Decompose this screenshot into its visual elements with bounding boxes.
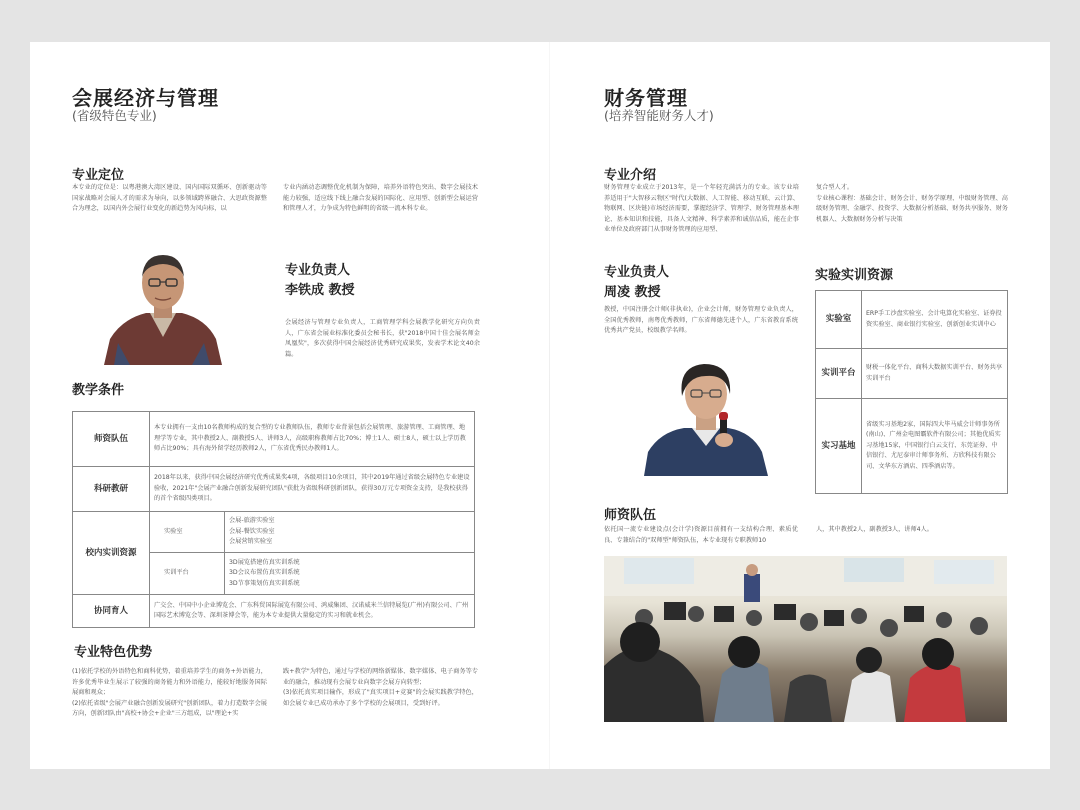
resource-text: 省级实习基地2家，国际四大毕马威会计师事务所(南山)、广州金电图霸软件有限公司；其他优质实习基地15家，中国银行白云支行、东莞证券、中信银行、尤尼泰审计师事务所、方欣科技有限公司、文华东方酒店、四季酒店等。 [862,399,1008,494]
lab-list [225,512,475,553]
brochure-spread [30,42,1050,769]
training-label: 校内实训资源 [73,512,150,595]
lab-sublabel: 实验室 [150,512,225,553]
table-row [73,467,475,512]
page-subtitle: (省级特色专业) [72,108,157,123]
resource-label: 实验室 [816,291,862,349]
page-title: 财务管理 [604,86,688,110]
research-text: 2018年以来，获得中国会展经济研究优秀成果奖4项，各级项目10余项目，其中2019年通过省级会展特色专业建设验收，2021年"会展产业融合创新发展研究团队"获批为省级科研创新团队，获得30万元专项资金支持，是我校获得的首个省级四类项目。 [150,467,475,512]
list-item: 会展-餐饮实验室 [229,527,275,535]
section-heading-teaching: 教学条件 [72,383,125,398]
table-row [73,595,475,628]
resources-table [815,290,1008,494]
section-heading-faculty: 师资队伍 [604,508,657,523]
list-item: 3D会议布置仿真实训系统 [229,569,300,577]
table-row [816,349,1008,399]
list-item: 3D节事策划仿真实训系统 [229,579,300,587]
section-heading-resources: 实验实训资源 [815,268,894,283]
resource-label: 实训平台 [816,349,862,399]
partners-label: 协同育人 [73,595,150,628]
right-page [550,42,1050,769]
leader-name: 周凌 教授 [604,285,661,300]
table-row [73,512,475,553]
page-title: 会展经济与管理 [72,86,219,110]
left-page [30,42,550,769]
research-label: 科研教研 [73,467,150,512]
section-heading-positioning: 专业定位 [72,168,125,183]
leader-portrait-photo [642,344,770,476]
faculty-text-col2: 人，其中教授2人，副教授3人，讲师4人。 [816,526,933,533]
leader-heading: 专业负责人 [604,265,670,280]
faculty-label: 师资队伍 [73,412,150,467]
positioning-text-col1: 本专业的定位是：以粤港澳大湾区建设、国内国际双循环、创新驱动等国家战略对会展人才的需求为导向，以多领域跨界融合、大思政资源整合为理念，以国内外会展行业变化的新趋势为风向标，以 [72,184,267,213]
classroom-photo [604,556,1007,722]
positioning-text-col2: 专业内涵动态调整优化机制为保障，培养外语特色突出、数字会展技术能力较强，适应线下线上融合发展的国际化、应用型、创新型会展运营和管理人才，力争成为特色鲜明的省级一流本科专业。 [283,184,478,213]
section-heading-advantages: 专业特色优势 [74,645,153,660]
advantages-text-col1: (1)依托学校的外语特色和商科优势，着重培养学生的商务+外语能力，许多优秀毕业生展示了较强的商务能力和外语能力，能较好地服务国际展商和观众； (2)依托省级"会展产业融合创新发展研究"创新团队，着力打造数字会展方向，创新团队由"高校+协会+企业"三方组成，以"理论+实 [72,668,267,718]
resource-label: 实习基地 [816,399,862,494]
section-heading-intro: 专业介绍 [604,168,657,183]
advantages-text-col2: 践+教学"为特色，通过与学校的网络新媒体、数字媒体、电子商务等专业的融合，推动现有会展专业向数字会展方向转型； (3)依托真实项目输作，形成了"真实项目+竞赛"的会展实践教学特色，如会展专业已成功承办了多个学校的会展项目，受到好评。 [283,668,478,707]
list-item: 3D展览搭建仿真实训系统 [229,558,300,566]
intro-text-col1: 财务管理专业成立于2013年，是一个年轻充满活力的专业。该专业培养适用于"大智移云物区"时代(大数据、人工智能、移动互联、云计算、物联网、区块链)市场经济需要，掌握经济学、管理学、财务管理基本理论、基本知识和技能，具备人文精神、科学素养和诚信品质，能在企事业单位及政府部门从事财务管理的应用型、 [604,184,799,234]
list-item: 会展营销实验室 [229,538,273,546]
faculty-text-col1: 依托国一流专业建设点(会计学)资源目前拥有一支结构合理、素质优良、专兼结合的"双师型"师资队伍，本专业现有专职教师10 [604,526,798,544]
teaching-conditions-table [72,411,475,628]
resource-text: ERP手工沙盘实验室、会计电算化实验室、证券投资实验室、商业银行实验室、创新创业实训中心 [862,291,1008,349]
leader-heading: 专业负责人 [285,263,351,278]
leader-portrait-photo [100,247,226,365]
intro-text-col2: 复合型人才。 专业核心课程：基础会计、财务会计、财务学原理、中级财务管理、高级财务管理、金融学、投资学、大数据分析基础、财务共享服务、财务机器人、大数据财务分析与决策 [816,184,1008,223]
platform-list [225,553,475,595]
resource-text: 财税一体化平台、商科大数据实训平台、财务共享实训平台 [862,349,1008,399]
table-row [73,412,475,467]
page-subtitle: (培养智能财务人才) [604,108,714,123]
table-row [816,291,1008,349]
partners-text: 广交会、中国中小企业博览会、广东科贸国际展览有限公司、鸿威集团、汉诺威米兰信特展览(广州)有限公司、广州国际艺术博览会等、深圳茶博会等，能为本专业提供大量稳定的实习和就业机会。 [150,595,475,628]
list-item: 会展-旅游实验室 [229,517,275,525]
faculty-text: 本专业拥有一支由10名教师构成的复合型的专业教师队伍，教师专业背景包括会展管理、旅游管理、工商管理、地理学等专业，其中教授2人、副教授5人、讲师3人，高级职称教师占比70%；博士1人、硕士8人，硕士以上学历教师占比90%；具有海外留学经历教师2人，广东省优秀民办教师1人。 [150,412,475,467]
leader-bio: 教授，中国注册会计师(非执业)，企业会计师，财务管理专业负责人，全国优秀教师，南粤优秀教师，广东省师德先进个人，广东省教育系统优秀共产党员，校级教学名师。 [604,306,798,335]
table-row [816,399,1008,494]
platform-sublabel: 实训平台 [150,553,225,595]
leader-name: 李铁成 教授 [285,283,355,298]
leader-bio: 会展经济与管理专业负责人，工商管理学科会展教学化研究方向负责人，广东省会展业标准化委员会秘书长，获"2018中国十佳会展名师金凤凰奖"，多次获得中国会展经济优秀研究成果奖，发表学术论文40余篇。 [285,319,480,358]
